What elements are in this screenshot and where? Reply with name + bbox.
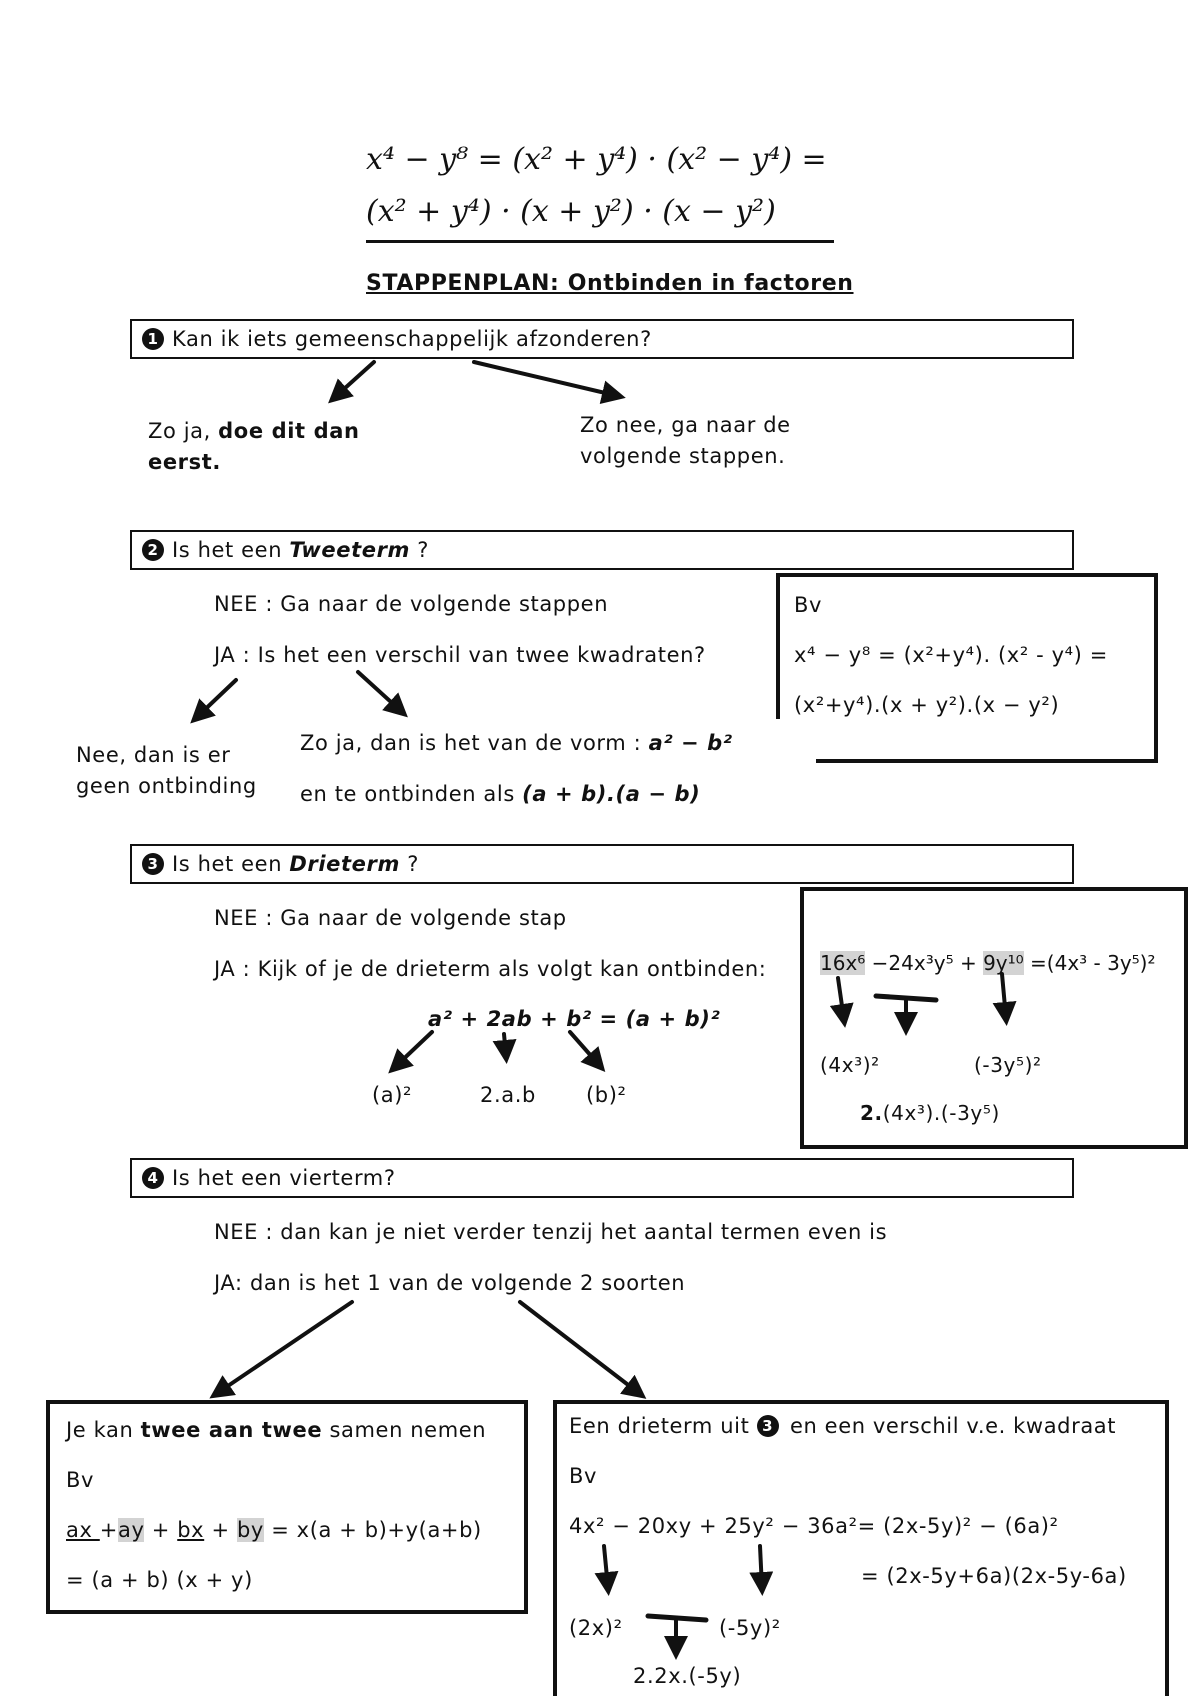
step4-plus3: + (204, 1518, 237, 1542)
step3-example-sq2: (-3y⁵)² (974, 1053, 1042, 1077)
step3-question-em: Drieterm (289, 852, 400, 876)
step4-right-intro-badge: 3 (757, 1415, 779, 1437)
step4-term-ay: ay (117, 1518, 145, 1542)
step2-right-line2-em: (a + b).(a − b) (522, 782, 701, 806)
step2-number-badge: 2 (142, 539, 164, 561)
step4-right-arrow-1 (604, 1546, 608, 1588)
step2-ja: JA : Is het een verschil van twee kwadraten? (214, 643, 706, 667)
step2-example-line2: (x²+y⁴).(x + y²).(x − y²) (794, 693, 1060, 717)
step2-left-line2: geen ontbinding (76, 774, 257, 798)
step3-number-badge: 3 (142, 853, 164, 875)
step4-left-rest: = x(a + b)+y(a+b) (263, 1518, 482, 1542)
step2-question-prefix: Is het een (172, 538, 290, 562)
step1-no-arrow (474, 362, 618, 396)
step3-ja: JA : Kijk of je de drieterm als volgt kan ontbinden: (214, 957, 767, 981)
step4-right-arrow-2 (760, 1546, 762, 1588)
step4-question-text: Is het een vierterm? (172, 1166, 396, 1190)
step4-term-bx: bx (177, 1518, 205, 1542)
step4-left-intro-prefix: Je kan (66, 1418, 141, 1442)
step2-right-line2-prefix: en te ontbinden als (300, 782, 523, 806)
step1-yes-bold: doe dit dan (218, 419, 360, 443)
step4-ja: JA: dan is het 1 van de volgende 2 soorten (214, 1271, 686, 1295)
step2-example-label: Bv (794, 593, 823, 617)
step3-nee: NEE : Ga naar de volgende stap (214, 906, 567, 930)
step2-nee: NEE : Ga naar de volgende stappen (214, 592, 609, 616)
step4-number-badge: 4 (142, 1167, 164, 1189)
step1-number-badge: 1 (142, 328, 164, 350)
step2-right-line1-em: a² − b² (648, 731, 733, 755)
step4-term-ax: ax (66, 1518, 100, 1542)
step4-nee: NEE : dan kan je niet verder tenzij het aantal termen even is (214, 1220, 888, 1244)
step3-part-mid: 2.a.b (480, 1083, 536, 1107)
step3-arrow-b (570, 1032, 600, 1066)
step3-example-arrow-1 (838, 978, 844, 1020)
step3-part-b: (b)² (586, 1083, 627, 1107)
step3-arrow-a (394, 1032, 432, 1068)
header-formula-line1: x⁴ − y⁸ = (x² + y⁴) · (x² − y⁴) = (366, 142, 827, 177)
step3-example-sq1: (4x³)² (820, 1053, 880, 1077)
step2-left-arrow (196, 680, 236, 718)
step3-term-9y10: 9y¹⁰ (983, 951, 1024, 975)
step4-left-label: Bv (66, 1468, 95, 1492)
step3-arrow-mid (504, 1034, 506, 1056)
step3-term-result: =(4x³ - 3y⁵)² (1023, 951, 1156, 975)
step1-yes-line2: eerst. (148, 450, 221, 474)
step3-part-a: (a)² (372, 1083, 413, 1107)
header-formula-line2: (x² + y⁴) · (x + y²) · (x − y²) (366, 194, 776, 229)
step3-double-rest: (4x³).(-3y⁵) (882, 1101, 1000, 1125)
step1-question-text: Kan ik iets gemeenschappelijk afzonderen? (172, 327, 652, 351)
step4-right-line2: = (2x-5y+6a)(2x-5y-6a) (861, 1564, 1127, 1588)
step2-right-arrow (358, 672, 402, 712)
step3-question-suffix: ? (399, 852, 419, 876)
step1-yes-prefix: Zo ja, (148, 419, 219, 443)
step4-plus2: + (144, 1518, 178, 1542)
step3-term-middle: −24x³y⁵ + (865, 951, 984, 975)
step3-question-prefix: Is het een (172, 852, 290, 876)
step4-right-intro-suffix: en een verschil v.e. kwadraat (782, 1414, 1117, 1438)
step2-question-em: Tweeterm (289, 538, 411, 562)
step2-left-line1: Nee, dan is er (76, 743, 231, 767)
step4-right-sq2: (-5y)² (719, 1616, 781, 1640)
step3-example-arrow-2 (1002, 974, 1006, 1018)
step4-left-result: = (a + b) (x + y) (66, 1568, 253, 1592)
step4-right-sq1: (2x)² (569, 1616, 623, 1640)
page-title: STAPPENPLAN: Ontbinden in factoren (366, 271, 854, 296)
step1-no-line2: volgende stappen. (580, 444, 786, 468)
step4-left-arrow (216, 1302, 352, 1394)
step4-right-arrow (520, 1302, 640, 1394)
step3-formula: a² + 2ab + b² = (a + b)² (428, 1007, 721, 1031)
step2-right-line1-prefix: Zo ja, dan is het van de vorm : (300, 731, 649, 755)
step4-left-intro-suffix: samen nemen (322, 1418, 487, 1442)
step3-double-bold: 2. (860, 1101, 883, 1125)
step4-term-by: by (236, 1518, 264, 1542)
step4-right-intro-prefix: Een drieterm uit (569, 1414, 757, 1438)
step2-example-line1: x⁴ − y⁸ = (x²+y⁴). (x² - y⁴) = (794, 643, 1108, 667)
step2-question-suffix: ? (410, 538, 430, 562)
step4-right-line1: 4x² − 20xy + 25y² − 36a²= (2x-5y)² − (6a)² (569, 1514, 1059, 1538)
step3-term-16x6: 16x⁶ (820, 951, 866, 975)
step4-right-label: Bv (569, 1464, 598, 1488)
step4-right-double: 2.2x.(-5y) (633, 1664, 742, 1688)
step1-yes-arrow (334, 362, 374, 398)
step4-left-intro-bold: twee aan twee (140, 1418, 323, 1442)
step1-no-line1: Zo nee, ga naar de (580, 413, 791, 437)
step4-plus1: + (99, 1518, 118, 1542)
